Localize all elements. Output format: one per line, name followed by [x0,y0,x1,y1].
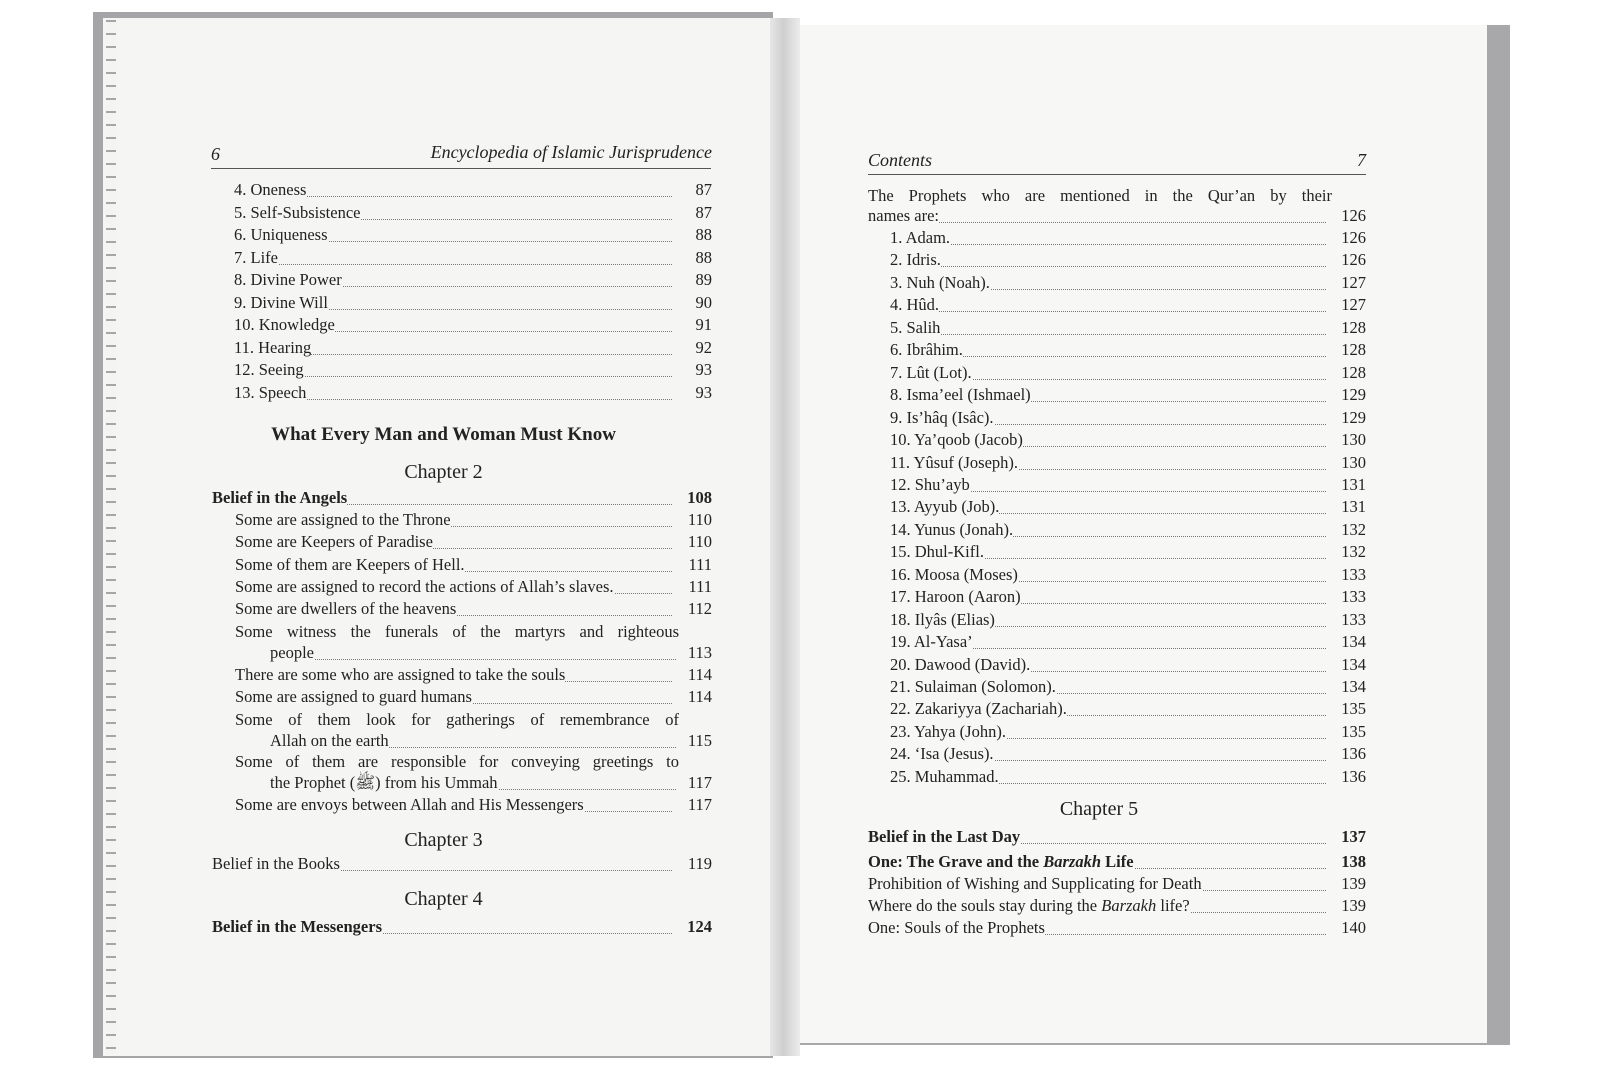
prophet-entry-page: 131 [1341,497,1366,517]
prophet-entry [890,227,1366,249]
prophet-entry [890,429,1366,451]
binding-holes [106,20,116,1054]
toc-entry-page: 112 [687,599,712,618]
prophet-entry-page: 130 [1341,452,1366,472]
prophet-entry-label: 25. Muhammad. [890,766,999,786]
prophet-entry [890,407,1366,429]
chapter-5-title [868,826,1366,848]
toc-entry [234,224,712,246]
chapter-5-title-page: 137 [1341,827,1366,846]
leader-dots [890,334,1326,335]
prophet-entry-page: 128 [1341,340,1366,360]
chapter-5-heading: Chapter 5 [1059,798,1139,820]
toc-entry-page: 117 [687,795,712,814]
prophet-entry-label: 7. Lût (Lot). [890,362,972,382]
prophet-entry [890,294,1366,316]
prophet-entry-label: 2. Idris. [890,250,941,270]
toc-entry [235,794,712,816]
prophet-entry-label: 22. Zakariyya (Zachariah). [890,699,1067,719]
prophet-entry [890,474,1366,496]
where-entry-label [868,895,1190,916]
prophet-entry-page: 132 [1341,542,1366,562]
leader-dots [890,244,1326,245]
toc-entry [234,269,712,291]
prophet-entry-page: 134 [1341,632,1366,652]
toc-entry-label: Some are dwellers of the heavens [235,599,457,618]
toc-entry-page: 87 [695,202,712,222]
left-running-title: Encyclopedia of Islamic Jurisprudence [430,142,712,162]
prophet-entry [890,317,1366,339]
toc-entry-label: There are some who are assigned to take the souls [235,665,566,684]
where-entry-text: life? [1156,896,1190,915]
prophet-entry [890,249,1366,271]
prohibition-entry-label: Prohibition of Wishing and Supplicating for Death [868,874,1202,893]
prophet-entry-page: 127 [1341,272,1366,292]
left-header-rule [211,168,711,169]
toc-entry [234,314,712,336]
toc-entry-label: 6. Uniqueness [234,225,328,244]
toc-entry-label: 5. Self-Subsistence [234,202,361,222]
right-header-rule [868,174,1366,175]
prophet-entry [890,743,1366,765]
prophet-entry [890,541,1366,563]
prophet-entry-label: 24. ‘Isa (Jesus). [890,744,994,764]
chapter-2-title-label: Belief in the Angels [212,488,348,507]
prophet-entry-label: 14. Yunus (Jonah). [890,519,1014,539]
prophet-entry-label: 5. Salih [890,317,941,337]
chapter-3-title-label: Belief in the Books [212,854,340,873]
toc-entry-label: 11. Hearing [234,337,312,357]
prophet-entry-label: 10. Ya’qoob (Jacob) [890,430,1023,450]
leader-dots [890,266,1326,267]
souls-entry [868,917,1366,939]
prophet-entry [890,496,1366,518]
toc-entry-label: 12. Seeing [234,360,304,379]
prophet-entry-page: 128 [1341,317,1366,337]
right-running-title: Contents [868,150,933,170]
toc-entry-page: 113 [687,643,712,662]
prophet-entry-page: 130 [1341,430,1366,450]
toc-entry-label: 13. Speech [234,382,307,402]
prophet-entry-page: 126 [1341,250,1366,270]
prophet-entry-page: 134 [1341,654,1366,674]
prophet-entry-page: 131 [1341,474,1366,494]
toc-entry [235,576,712,598]
leader-dots [270,659,676,660]
toc-entry-page: 114 [687,687,712,706]
toc-entry-page: 114 [687,665,712,684]
toc-entry-label: 7. Life [234,247,278,267]
toc-entry-label: 4. Oneness [234,180,307,199]
toc-entry-page: 87 [695,180,712,199]
toc-entry-page: 92 [695,337,712,357]
toc-entry-page: 91 [695,315,712,334]
grave-entry-text: One: The Grave and the [868,852,1044,871]
grave-entry-page: 138 [1341,852,1366,871]
prophet-entry-label: 4. Hûd. [890,295,940,315]
leader-dots [234,264,672,265]
prophet-entry-label: 6. Ibrâhim. [890,340,963,360]
toc-entry [234,202,712,224]
section-title: What Every Man and Woman Must Know [271,424,616,445]
toc-entry-label: Some are envoys between Allah and His Messengers [235,795,584,814]
prophet-entry-label: 13. Ayyub (Job). [890,497,1000,517]
chapter-2-title [212,487,712,509]
chapter-5-title-label: Belief in the Last Day [868,827,1021,846]
prophet-entry [890,676,1366,698]
chapter-3-heading: Chapter 3 [404,829,483,851]
toc-entry [234,292,712,314]
prophet-entry [890,654,1366,676]
prophet-entry-page: 134 [1341,677,1366,696]
toc-entry-page: 93 [695,382,712,402]
prohibition-entry-page: 139 [1341,874,1366,893]
prophet-entry-label: 15. Dhul-Kifl. [890,542,984,562]
prophet-entry-label: 11. Yûsuf (Joseph). [890,452,1019,472]
prophet-entry [890,586,1366,608]
prophet-entry [890,339,1366,361]
prophet-entry-page: 129 [1341,385,1366,405]
prophet-entry-label: 21. Sulaiman (Solomon). [890,677,1056,696]
souls-entry-label: One: Souls of the Prophets [868,918,1045,937]
chapter-4-heading: Chapter 4 [404,888,483,910]
toc-entry-line1: Some of them are responsible for conveying greetings to [235,752,679,771]
where-entry-text: Barzakh [1101,896,1157,915]
right-page-number: 7 [1357,150,1366,170]
toc-entry [235,554,712,576]
toc-entry-label: Some are Keepers of Paradise [235,532,433,551]
prophet-entry-page: 136 [1341,744,1366,764]
where-entry [868,895,1366,917]
left-page-number: 6 [211,144,220,164]
prophet-entry-label: 16. Moosa (Moses) [890,564,1018,584]
toc-entry-page: 89 [695,270,712,289]
prophet-entry-label: 19. Al-Yasa’ [890,632,973,652]
toc-entry-label: 9. Divine Will [234,292,328,312]
prophets-intro-line2 [868,205,1366,227]
prophets-intro-line2-label: names are: [868,206,940,225]
chapter-3-title-page: 119 [687,854,712,873]
prophet-entry [890,698,1366,720]
prophet-entry-page: 132 [1341,519,1366,539]
toc-entry-label: Some are assigned to guard humans [235,687,472,706]
toc-entry-page: 93 [695,360,712,379]
prophet-entry-page: 135 [1341,721,1366,741]
toc-entry-label: Allah on the earth [270,731,389,750]
prophet-entry-label: 12. Shu’ayb [890,474,970,494]
prophet-entry-label: 1. Adam. [890,228,951,247]
chapter-2-heading: Chapter 2 [404,461,483,483]
grave-entry-text: Life [1101,852,1134,871]
book-gutter [770,18,800,1056]
toc-entry [270,772,712,794]
toc-entry-label: Some of them are Keepers of Hell. [235,555,465,574]
toc-entry-line1: Some of them look for gatherings of remembrance of [235,710,679,729]
prophets-intro-line2-page: 126 [1341,206,1366,225]
prophet-entry [890,519,1366,541]
prophet-entry [890,564,1366,586]
chapter-3-title [212,853,712,875]
prophets-intro-line1: The Prophets who are mentioned in the Qur’an by their [868,186,1332,205]
prophet-entry-label: 17. Haroon (Aaron) [890,587,1021,607]
prophet-entry-page: 127 [1341,295,1366,315]
souls-entry-page: 140 [1341,918,1366,937]
toc-entry-page: 88 [695,247,712,267]
toc-entry-page: 111 [688,555,712,574]
toc-entry [234,247,712,269]
prophet-entry [890,384,1366,406]
chapter-4-title [212,916,712,938]
prophet-entry-page: 126 [1341,228,1366,247]
prophet-entry [890,766,1366,788]
prophet-entry-page: 133 [1341,609,1366,629]
prophet-entry-label: 8. Isma’eel (Ishmael) [890,385,1031,405]
where-entry-page: 139 [1341,896,1366,915]
toc-entry [235,509,712,531]
toc-entry-page: 117 [687,773,712,792]
grave-entry-label [868,851,1134,872]
prophet-entry-page: 133 [1341,564,1366,584]
prophet-entry-label: 3. Nuh (Noah). [890,272,990,292]
prophet-entry [890,362,1366,384]
grave-entry [868,851,1366,873]
toc-entry-page: 88 [695,225,712,244]
toc-entry-label: 10. Knowledge [234,315,335,334]
toc-entry [235,686,712,708]
toc-entry-label: the Prophet (ﷺ) from his Ummah [270,773,498,792]
toc-entry-label: Some are assigned to the Throne [235,510,451,529]
prophet-entry-label: 23. Yahya (John). [890,721,1006,741]
toc-entry [234,179,712,201]
grave-entry-text: Barzakh [1043,852,1102,871]
toc-entry-page: 90 [695,292,712,312]
toc-entry [234,359,712,381]
toc-entry-label: people [270,643,314,662]
prophet-entry-page: 128 [1341,362,1366,382]
prophet-entry [890,609,1366,631]
toc-entry-label: Some are assigned to record the actions of Allah’s slaves. [235,577,614,596]
toc-entry-page: 115 [687,731,712,750]
toc-entry-line1: Some witness the funerals of the martyrs and righteous [235,622,679,641]
toc-entry [235,598,712,620]
chapter-4-title-label: Belief in the Messengers [212,917,383,936]
toc-entry-page: 111 [688,577,712,596]
prophet-entry-page: 135 [1341,699,1366,719]
prophet-entry [890,272,1366,294]
leader-dots [890,311,1326,312]
toc-entry [270,730,712,752]
prophet-entry-label: 9. Is’hâq (Isâc). [890,407,994,427]
prophet-entry-page: 133 [1341,587,1366,607]
prophet-entry-page: 136 [1341,766,1366,786]
prophet-entry-label: 18. Ilyâs (Elias) [890,609,995,629]
toc-entry [235,664,712,686]
prohibition-entry [868,873,1366,895]
toc-entry [234,382,712,404]
toc-entry-label: 8. Divine Power [234,270,342,289]
toc-entry [235,531,712,553]
where-entry-text: Where do the souls stay during the [868,896,1102,915]
prophet-entry-page: 129 [1341,407,1366,427]
prophet-entry-label: 20. Dawood (David). [890,654,1031,674]
toc-entry-page: 110 [687,532,712,551]
prophet-entry [890,721,1366,743]
chapter-2-title-page: 108 [687,488,712,507]
chapter-4-title-page: 124 [687,917,712,936]
toc-entry-page: 110 [687,510,712,529]
toc-entry [234,337,712,359]
prophet-entry [890,452,1366,474]
prophet-entry [890,631,1366,653]
toc-entry [270,642,712,664]
